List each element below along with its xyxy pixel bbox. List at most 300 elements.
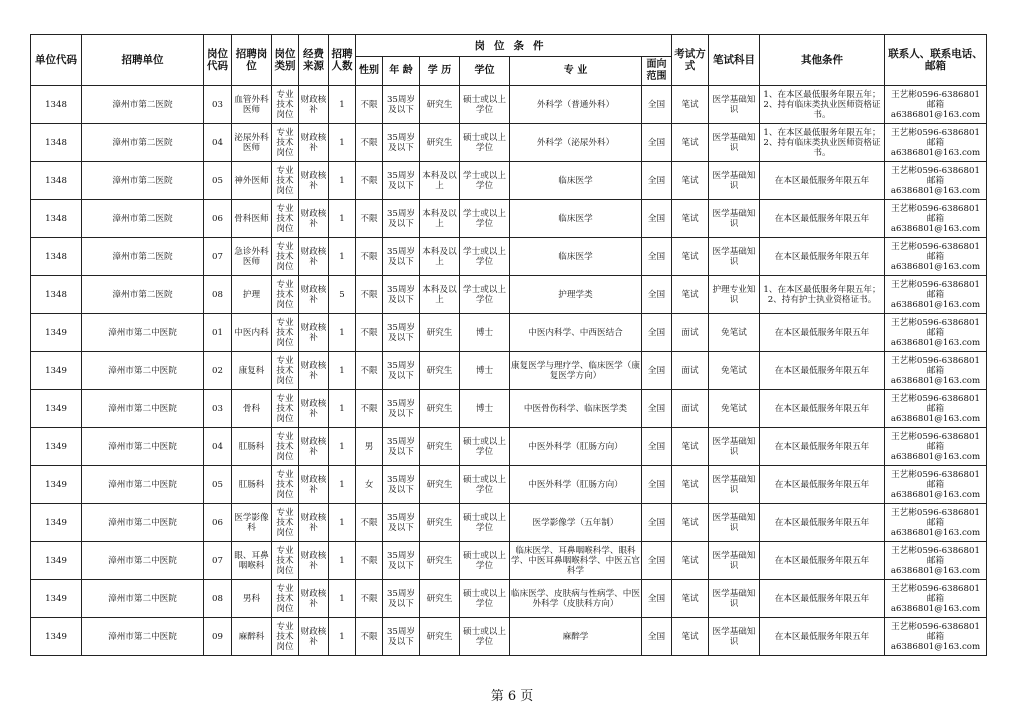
fund-cell: 财政核补 bbox=[299, 124, 329, 162]
education-cell: 本科及以上 bbox=[420, 200, 460, 238]
post-code-cell: 04 bbox=[204, 428, 232, 466]
table-row bbox=[31, 86, 987, 124]
post-cell: 神外医师 bbox=[232, 162, 272, 200]
other-cell: 在本区最低服务年限五年 bbox=[760, 542, 885, 580]
contact-cell bbox=[885, 580, 987, 618]
exam-mode-cell: 笔试 bbox=[672, 200, 709, 238]
post-type-cell: 专业技术岗位 bbox=[272, 124, 299, 162]
scope-cell: 全国 bbox=[642, 618, 672, 656]
unit-cell: 漳州市第二医院 bbox=[82, 86, 204, 124]
table-body bbox=[31, 86, 987, 656]
major-cell: 康复医学与理疗学、临床医学（康复医学方向） bbox=[510, 352, 642, 390]
scope-cell: 全国 bbox=[642, 428, 672, 466]
post-type-cell: 专业技术岗位 bbox=[272, 314, 299, 352]
unit-code-cell: 1349 bbox=[31, 390, 82, 428]
age-cell: 35周岁及以下 bbox=[383, 86, 420, 124]
gender-cell: 不限 bbox=[356, 200, 383, 238]
post-code-cell: 07 bbox=[204, 542, 232, 580]
contact-email: 邮箱a6386801@163.com bbox=[890, 555, 981, 576]
age-cell: 35周岁及以下 bbox=[383, 618, 420, 656]
age-cell: 35周岁及以下 bbox=[383, 124, 420, 162]
other-cell: 在本区最低服务年限五年 bbox=[760, 352, 885, 390]
post-code-cell: 08 bbox=[204, 276, 232, 314]
count-cell: 1 bbox=[329, 162, 356, 200]
major-cell: 中医内科学、中西医结合 bbox=[510, 314, 642, 352]
contact-name-phone: 王艺彬0596-6386801 bbox=[891, 355, 980, 366]
contact-email: 邮箱a6386801@163.com bbox=[890, 289, 981, 310]
education-cell: 本科及以上 bbox=[420, 162, 460, 200]
written-subject-cell: 医学基础知识 bbox=[709, 542, 760, 580]
post-code-cell: 07 bbox=[204, 238, 232, 276]
degree-cell: 硕士或以上学位 bbox=[460, 86, 510, 124]
gender-cell: 不限 bbox=[356, 86, 383, 124]
age-cell: 35周岁及以下 bbox=[383, 428, 420, 466]
education-cell: 研究生 bbox=[420, 466, 460, 504]
major-cell: 外科学（普通外科） bbox=[510, 86, 642, 124]
written-subject-cell: 医学基础知识 bbox=[709, 86, 760, 124]
count-cell: 5 bbox=[329, 276, 356, 314]
header-education: 学 历 bbox=[420, 57, 460, 86]
count-cell: 1 bbox=[329, 124, 356, 162]
count-cell: 1 bbox=[329, 618, 356, 656]
major-cell: 医学影像学（五年制） bbox=[510, 504, 642, 542]
contact-cell bbox=[885, 504, 987, 542]
table-row bbox=[31, 162, 987, 200]
scope-cell: 全国 bbox=[642, 352, 672, 390]
post-type-cell: 专业技术岗位 bbox=[272, 466, 299, 504]
age-cell: 35周岁及以下 bbox=[383, 238, 420, 276]
contact-cell bbox=[885, 238, 987, 276]
major-cell: 中医外科学（肛肠方向） bbox=[510, 466, 642, 504]
contact-cell bbox=[885, 162, 987, 200]
contact-email: 邮箱a6386801@163.com bbox=[890, 365, 981, 386]
other-cell: 在本区最低服务年限五年 bbox=[760, 238, 885, 276]
contact-name-phone: 王艺彬0596-6386801 bbox=[891, 127, 980, 138]
unit-code-cell: 1348 bbox=[31, 86, 82, 124]
header-other: 其他条件 bbox=[760, 35, 885, 86]
exam-mode-cell: 笔试 bbox=[672, 86, 709, 124]
contact-email: 邮箱a6386801@163.com bbox=[890, 327, 981, 348]
written-subject-cell: 免笔试 bbox=[709, 390, 760, 428]
age-cell: 35周岁及以下 bbox=[383, 200, 420, 238]
table-row bbox=[31, 504, 987, 542]
unit-code-cell: 1349 bbox=[31, 504, 82, 542]
count-cell: 1 bbox=[329, 428, 356, 466]
scope-cell: 全国 bbox=[642, 162, 672, 200]
unit-cell: 漳州市第二中医院 bbox=[82, 618, 204, 656]
post-cell: 男科 bbox=[232, 580, 272, 618]
major-cell: 临床医学 bbox=[510, 238, 642, 276]
unit-cell: 漳州市第二医院 bbox=[82, 162, 204, 200]
unit-cell: 漳州市第二医院 bbox=[82, 124, 204, 162]
page-number: 第 6 页 bbox=[490, 689, 534, 704]
degree-cell: 硕士或以上学位 bbox=[460, 466, 510, 504]
exam-mode-cell: 笔试 bbox=[672, 276, 709, 314]
contact-name-phone: 王艺彬0596-6386801 bbox=[891, 279, 980, 290]
scope-cell: 全国 bbox=[642, 124, 672, 162]
contact-cell bbox=[885, 314, 987, 352]
degree-cell: 硕士或以上学位 bbox=[460, 504, 510, 542]
major-cell: 中医外科学（肛肠方向） bbox=[510, 428, 642, 466]
table-row bbox=[31, 200, 987, 238]
post-code-cell: 06 bbox=[204, 200, 232, 238]
post-cell: 泌尿外科医师 bbox=[232, 124, 272, 162]
education-cell: 研究生 bbox=[420, 390, 460, 428]
age-cell: 35周岁及以下 bbox=[383, 466, 420, 504]
header-fund: 经费来源 bbox=[299, 35, 329, 86]
major-cell: 护理学类 bbox=[510, 276, 642, 314]
degree-cell: 学士或以上学位 bbox=[460, 238, 510, 276]
post-code-cell: 05 bbox=[204, 162, 232, 200]
education-cell: 研究生 bbox=[420, 86, 460, 124]
age-cell: 35周岁及以下 bbox=[383, 352, 420, 390]
post-code-cell: 08 bbox=[204, 580, 232, 618]
gender-cell: 不限 bbox=[356, 390, 383, 428]
exam-mode-cell: 笔试 bbox=[672, 542, 709, 580]
post-type-cell: 专业技术岗位 bbox=[272, 86, 299, 124]
header-post: 招聘岗位 bbox=[232, 35, 272, 86]
unit-cell: 漳州市第二医院 bbox=[82, 238, 204, 276]
header-unit: 招聘单位 bbox=[82, 35, 204, 86]
contact-cell bbox=[885, 542, 987, 580]
contact-name-phone: 王艺彬0596-6386801 bbox=[891, 621, 980, 632]
exam-mode-cell: 笔试 bbox=[672, 504, 709, 542]
education-cell: 研究生 bbox=[420, 542, 460, 580]
contact-email: 邮箱a6386801@163.com bbox=[890, 99, 981, 120]
gender-cell: 不限 bbox=[356, 504, 383, 542]
unit-cell: 漳州市第二中医院 bbox=[82, 428, 204, 466]
count-cell: 1 bbox=[329, 542, 356, 580]
post-type-cell: 专业技术岗位 bbox=[272, 504, 299, 542]
degree-cell: 硕士或以上学位 bbox=[460, 542, 510, 580]
education-cell: 研究生 bbox=[420, 428, 460, 466]
fund-cell: 财政核补 bbox=[299, 618, 329, 656]
contact-name-phone: 王艺彬0596-6386801 bbox=[891, 507, 980, 518]
unit-cell: 漳州市第二中医院 bbox=[82, 352, 204, 390]
unit-cell: 漳州市第二中医院 bbox=[82, 390, 204, 428]
contact-cell bbox=[885, 618, 987, 656]
gender-cell: 男 bbox=[356, 428, 383, 466]
unit-cell: 漳州市第二医院 bbox=[82, 200, 204, 238]
gender-cell: 不限 bbox=[356, 238, 383, 276]
post-code-cell: 03 bbox=[204, 86, 232, 124]
fund-cell: 财政核补 bbox=[299, 276, 329, 314]
post-code-cell: 05 bbox=[204, 466, 232, 504]
written-subject-cell: 医学基础知识 bbox=[709, 162, 760, 200]
scope-cell: 全国 bbox=[642, 390, 672, 428]
post-cell: 护理 bbox=[232, 276, 272, 314]
written-subject-cell: 医学基础知识 bbox=[709, 124, 760, 162]
gender-cell: 不限 bbox=[356, 124, 383, 162]
fund-cell: 财政核补 bbox=[299, 466, 329, 504]
exam-mode-cell: 面试 bbox=[672, 314, 709, 352]
age-cell: 35周岁及以下 bbox=[383, 314, 420, 352]
post-cell: 急诊外科医师 bbox=[232, 238, 272, 276]
major-cell: 麻醉学 bbox=[510, 618, 642, 656]
post-cell: 麻醉科 bbox=[232, 618, 272, 656]
exam-mode-cell: 笔试 bbox=[672, 618, 709, 656]
table-row bbox=[31, 390, 987, 428]
count-cell: 1 bbox=[329, 466, 356, 504]
contact-cell bbox=[885, 276, 987, 314]
scope-cell: 全国 bbox=[642, 580, 672, 618]
degree-cell: 博士 bbox=[460, 352, 510, 390]
education-cell: 研究生 bbox=[420, 352, 460, 390]
header-contact: 联系人、联系电话、邮箱 bbox=[885, 35, 987, 86]
table-row bbox=[31, 542, 987, 580]
count-cell: 1 bbox=[329, 238, 356, 276]
major-cell: 临床医学 bbox=[510, 162, 642, 200]
unit-code-cell: 1349 bbox=[31, 314, 82, 352]
recruitment-table bbox=[30, 34, 987, 656]
table-row bbox=[31, 124, 987, 162]
degree-cell: 硕士或以上学位 bbox=[460, 580, 510, 618]
count-cell: 1 bbox=[329, 504, 356, 542]
post-cell: 医学影像科 bbox=[232, 504, 272, 542]
age-cell: 35周岁及以下 bbox=[383, 390, 420, 428]
header-degree: 学位 bbox=[460, 57, 510, 86]
major-cell: 外科学（泌尿外科） bbox=[510, 124, 642, 162]
degree-cell: 硕士或以上学位 bbox=[460, 124, 510, 162]
exam-mode-cell: 笔试 bbox=[672, 428, 709, 466]
major-cell: 临床医学 bbox=[510, 200, 642, 238]
contact-name-phone: 王艺彬0596-6386801 bbox=[891, 469, 980, 480]
header-count: 招聘人数 bbox=[329, 35, 356, 86]
degree-cell: 博士 bbox=[460, 390, 510, 428]
exam-mode-cell: 笔试 bbox=[672, 238, 709, 276]
unit-code-cell: 1349 bbox=[31, 466, 82, 504]
post-cell: 骨科 bbox=[232, 390, 272, 428]
written-subject-cell: 免笔试 bbox=[709, 314, 760, 352]
header-exam-mode: 考试方式 bbox=[672, 35, 709, 86]
degree-cell: 硕士或以上学位 bbox=[460, 618, 510, 656]
major-cell: 中医骨伤科学、临床医学类 bbox=[510, 390, 642, 428]
education-cell: 研究生 bbox=[420, 618, 460, 656]
contact-cell bbox=[885, 390, 987, 428]
age-cell: 35周岁及以下 bbox=[383, 162, 420, 200]
contact-email: 邮箱a6386801@163.com bbox=[890, 631, 981, 652]
written-subject-cell: 医学基础知识 bbox=[709, 504, 760, 542]
contact-email: 邮箱a6386801@163.com bbox=[890, 403, 981, 424]
post-cell: 骨科医师 bbox=[232, 200, 272, 238]
count-cell: 1 bbox=[329, 314, 356, 352]
age-cell: 35周岁及以下 bbox=[383, 276, 420, 314]
post-type-cell: 专业技术岗位 bbox=[272, 390, 299, 428]
gender-cell: 不限 bbox=[356, 542, 383, 580]
other-cell: 在本区最低服务年限五年 bbox=[760, 390, 885, 428]
header-post-code: 岗位代码 bbox=[204, 35, 232, 86]
gender-cell: 不限 bbox=[356, 276, 383, 314]
contact-email: 邮箱a6386801@163.com bbox=[890, 593, 981, 614]
unit-cell: 漳州市第二中医院 bbox=[82, 542, 204, 580]
other-cell: 1、在本区最低服务年限五年；2、持有临床类执业医师资格证书。 bbox=[760, 124, 885, 162]
written-subject-cell: 医学基础知识 bbox=[709, 200, 760, 238]
written-subject-cell: 医学基础知识 bbox=[709, 618, 760, 656]
written-subject-cell: 医学基础知识 bbox=[709, 580, 760, 618]
post-cell: 肛肠科 bbox=[232, 466, 272, 504]
count-cell: 1 bbox=[329, 580, 356, 618]
contact-cell bbox=[885, 428, 987, 466]
post-type-cell: 专业技术岗位 bbox=[272, 428, 299, 466]
scope-cell: 全国 bbox=[642, 238, 672, 276]
unit-cell: 漳州市第二中医院 bbox=[82, 580, 204, 618]
written-subject-cell: 医学基础知识 bbox=[709, 238, 760, 276]
table-row bbox=[31, 580, 987, 618]
post-cell: 眼、耳鼻咽喉科 bbox=[232, 542, 272, 580]
post-type-cell: 专业技术岗位 bbox=[272, 618, 299, 656]
contact-cell bbox=[885, 200, 987, 238]
unit-cell: 漳州市第二中医院 bbox=[82, 466, 204, 504]
table-row bbox=[31, 238, 987, 276]
unit-code-cell: 1349 bbox=[31, 618, 82, 656]
fund-cell: 财政核补 bbox=[299, 390, 329, 428]
count-cell: 1 bbox=[329, 200, 356, 238]
count-cell: 1 bbox=[329, 86, 356, 124]
unit-cell: 漳州市第二中医院 bbox=[82, 314, 204, 352]
count-cell: 1 bbox=[329, 352, 356, 390]
table-row bbox=[31, 276, 987, 314]
exam-mode-cell: 笔试 bbox=[672, 124, 709, 162]
contact-cell bbox=[885, 352, 987, 390]
exam-mode-cell: 面试 bbox=[672, 352, 709, 390]
other-cell: 在本区最低服务年限五年 bbox=[760, 428, 885, 466]
other-cell: 在本区最低服务年限五年 bbox=[760, 200, 885, 238]
contact-name-phone: 王艺彬0596-6386801 bbox=[891, 203, 980, 214]
post-type-cell: 专业技术岗位 bbox=[272, 352, 299, 390]
unit-code-cell: 1349 bbox=[31, 352, 82, 390]
contact-name-phone: 王艺彬0596-6386801 bbox=[891, 89, 980, 100]
contact-cell bbox=[885, 124, 987, 162]
other-cell: 在本区最低服务年限五年 bbox=[760, 618, 885, 656]
education-cell: 研究生 bbox=[420, 314, 460, 352]
age-cell: 35周岁及以下 bbox=[383, 504, 420, 542]
post-type-cell: 专业技术岗位 bbox=[272, 238, 299, 276]
header-unit-code: 单位代码 bbox=[31, 35, 82, 86]
fund-cell: 财政核补 bbox=[299, 200, 329, 238]
education-cell: 研究生 bbox=[420, 504, 460, 542]
header-written-subject: 笔试科目 bbox=[709, 35, 760, 86]
contact-name-phone: 王艺彬0596-6386801 bbox=[891, 545, 980, 556]
table-row bbox=[31, 314, 987, 352]
contact-email: 邮箱a6386801@163.com bbox=[890, 175, 981, 196]
post-type-cell: 专业技术岗位 bbox=[272, 580, 299, 618]
scope-cell: 全国 bbox=[642, 542, 672, 580]
contact-name-phone: 王艺彬0596-6386801 bbox=[891, 393, 980, 404]
gender-cell: 不限 bbox=[356, 580, 383, 618]
major-cell: 临床医学、皮肤病与性病学、中医外科学（皮肤科方向） bbox=[510, 580, 642, 618]
scope-cell: 全国 bbox=[642, 86, 672, 124]
fund-cell: 财政核补 bbox=[299, 352, 329, 390]
contact-cell bbox=[885, 466, 987, 504]
degree-cell: 学士或以上学位 bbox=[460, 162, 510, 200]
unit-code-cell: 1349 bbox=[31, 580, 82, 618]
header-age: 年 龄 bbox=[383, 57, 420, 86]
post-type-cell: 专业技术岗位 bbox=[272, 200, 299, 238]
post-cell: 血管外科医师 bbox=[232, 86, 272, 124]
fund-cell: 财政核补 bbox=[299, 542, 329, 580]
written-subject-cell: 免笔试 bbox=[709, 352, 760, 390]
contact-name-phone: 王艺彬0596-6386801 bbox=[891, 431, 980, 442]
unit-code-cell: 1348 bbox=[31, 162, 82, 200]
exam-mode-cell: 笔试 bbox=[672, 580, 709, 618]
contact-name-phone: 王艺彬0596-6386801 bbox=[891, 317, 980, 328]
table-row bbox=[31, 428, 987, 466]
gender-cell: 不限 bbox=[356, 352, 383, 390]
post-code-cell: 02 bbox=[204, 352, 232, 390]
post-code-cell: 09 bbox=[204, 618, 232, 656]
contact-email: 邮箱a6386801@163.com bbox=[890, 251, 981, 272]
gender-cell: 不限 bbox=[356, 162, 383, 200]
other-cell: 1、在本区最低服务年限五年；2、持有临床类执业医师资格证书。 bbox=[760, 86, 885, 124]
unit-code-cell: 1348 bbox=[31, 276, 82, 314]
post-code-cell: 04 bbox=[204, 124, 232, 162]
fund-cell: 财政核补 bbox=[299, 238, 329, 276]
gender-cell: 女 bbox=[356, 466, 383, 504]
other-cell: 在本区最低服务年限五年 bbox=[760, 504, 885, 542]
exam-mode-cell: 笔试 bbox=[672, 162, 709, 200]
post-code-cell: 06 bbox=[204, 504, 232, 542]
fund-cell: 财政核补 bbox=[299, 428, 329, 466]
other-cell: 在本区最低服务年限五年 bbox=[760, 580, 885, 618]
other-cell: 在本区最低服务年限五年 bbox=[760, 314, 885, 352]
post-cell: 中医内科 bbox=[232, 314, 272, 352]
fund-cell: 财政核补 bbox=[299, 580, 329, 618]
unit-cell: 漳州市第二中医院 bbox=[82, 504, 204, 542]
post-cell: 康复科 bbox=[232, 352, 272, 390]
gender-cell: 不限 bbox=[356, 314, 383, 352]
post-type-cell: 专业技术岗位 bbox=[272, 162, 299, 200]
written-subject-cell: 医学基础知识 bbox=[709, 428, 760, 466]
written-subject-cell: 医学基础知识 bbox=[709, 466, 760, 504]
age-cell: 35周岁及以下 bbox=[383, 542, 420, 580]
education-cell: 研究生 bbox=[420, 580, 460, 618]
header-scope: 面向范围 bbox=[642, 57, 672, 86]
major-cell: 临床医学、耳鼻咽喉科学、眼科学、中医耳鼻咽喉科学、中医五官科学 bbox=[510, 542, 642, 580]
header-post-type: 岗位类别 bbox=[272, 35, 299, 86]
contact-name-phone: 王艺彬0596-6386801 bbox=[891, 165, 980, 176]
education-cell: 本科及以上 bbox=[420, 238, 460, 276]
table-row bbox=[31, 352, 987, 390]
contact-email: 邮箱a6386801@163.com bbox=[890, 137, 981, 158]
fund-cell: 财政核补 bbox=[299, 86, 329, 124]
table-header bbox=[31, 35, 987, 86]
degree-cell: 学士或以上学位 bbox=[460, 200, 510, 238]
unit-code-cell: 1349 bbox=[31, 428, 82, 466]
exam-mode-cell: 笔试 bbox=[672, 466, 709, 504]
header-conditions-group: 岗位条件 bbox=[356, 35, 672, 57]
degree-cell: 博士 bbox=[460, 314, 510, 352]
count-cell: 1 bbox=[329, 390, 356, 428]
unit-code-cell: 1348 bbox=[31, 124, 82, 162]
post-code-cell: 01 bbox=[204, 314, 232, 352]
scope-cell: 全国 bbox=[642, 314, 672, 352]
post-type-cell: 专业技术岗位 bbox=[272, 276, 299, 314]
contact-email: 邮箱a6386801@163.com bbox=[890, 441, 981, 462]
unit-code-cell: 1349 bbox=[31, 542, 82, 580]
other-cell: 1、在本区最低服务年限五年；2、持有护士执业资格证书。 bbox=[760, 276, 885, 314]
post-code-cell: 03 bbox=[204, 390, 232, 428]
post-type-cell: 专业技术岗位 bbox=[272, 542, 299, 580]
written-subject-cell: 护理专业知识 bbox=[709, 276, 760, 314]
header-gender: 性别 bbox=[356, 57, 383, 86]
fund-cell: 财政核补 bbox=[299, 162, 329, 200]
other-cell: 在本区最低服务年限五年 bbox=[760, 466, 885, 504]
contact-cell bbox=[885, 86, 987, 124]
header-major: 专 业 bbox=[510, 57, 642, 86]
table-row bbox=[31, 618, 987, 656]
unit-code-cell: 1348 bbox=[31, 238, 82, 276]
scope-cell: 全国 bbox=[642, 200, 672, 238]
